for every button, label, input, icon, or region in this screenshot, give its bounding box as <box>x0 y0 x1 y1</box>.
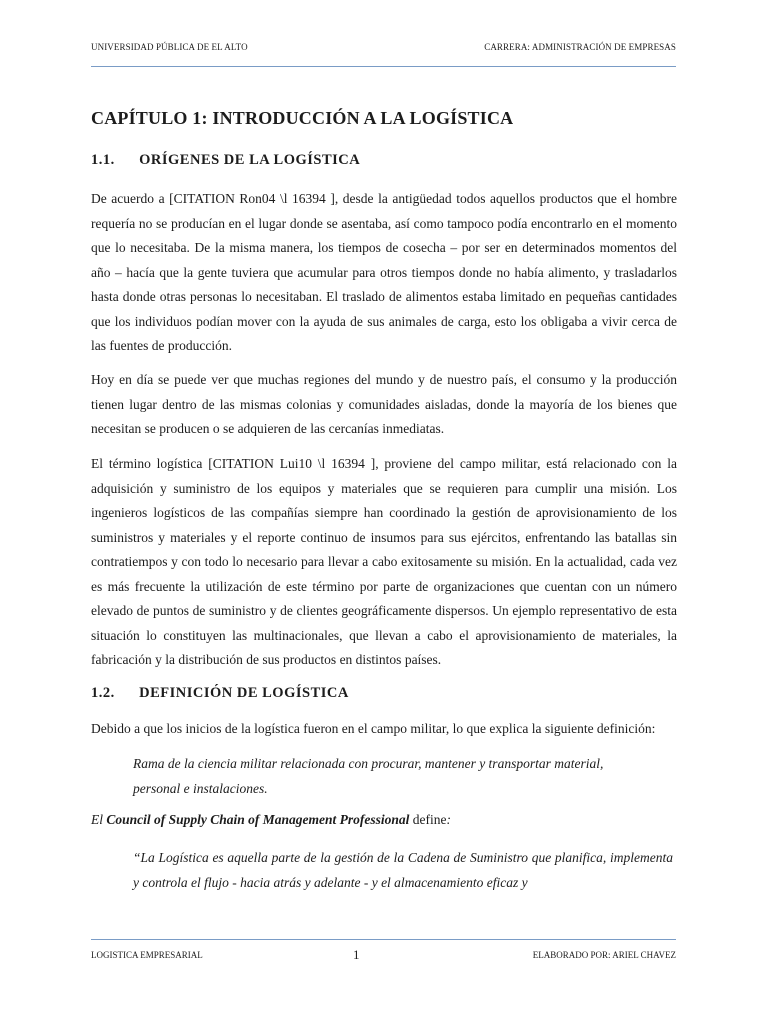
section-title: DEFINICIÓN DE LOGÍSTICA <box>139 685 349 701</box>
section-heading-origins <box>91 152 360 169</box>
section-number: 1.2. <box>91 685 115 701</box>
section-title: ORÍGENES DE LA LOGÍSTICA <box>139 152 361 168</box>
definition-prefix: El <box>91 812 107 827</box>
definition-verb: define <box>409 812 447 827</box>
council-definition-line <box>91 812 451 828</box>
header-university: UNIVERSIDAD PÚBLICA DE EL ALTO <box>91 42 248 52</box>
chapter-title: CAPÍTULO 1: INTRODUCCIÓN A LA LOGÍSTICA <box>91 108 514 128</box>
page-header <box>91 42 676 56</box>
military-definition-quote: Rama de la ciencia militar relacionada con procurar, mantener y transportar material, personal e instalaciones. <box>133 756 604 796</box>
footer-author: ELABORADO POR: ARIEL CHAVEZ <box>532 950 676 960</box>
page-number: 1 <box>353 947 360 962</box>
paragraph-definition-intro: Debido a que los inicios de la logística fueron en el campo militar, lo que explica la siguiente definición: <box>91 721 656 736</box>
header-rule <box>91 66 676 67</box>
footer-course: LOGISTICA EMPRESARIAL <box>91 950 203 960</box>
paragraph-today: Hoy en día se puede ver que muchas regiones del mundo y de nuestro país, el consumo y la producción tienen lugar dentro de las mismas colonias y comunidades aisladas, donde la mayoría de los bienes que necesitan se producen o se adquieren de las cercanías inmediatas. <box>91 372 677 436</box>
paragraph-antiquity: De acuerdo a [CITATION Ron04 \l 16394 ], desde la antigüedad todos aquellos productos que el hombre requería no se producían en el lugar donde se asentaba, así como tampoco podía encontrarlo en el momento que lo necesitaba. De la misma manera, los tiempos de cosecha – por ser en determinados momentos del año – hacía que la gente tuviera que acumular para otros tiempos donde no había alimento, y trasladarlos hasta donde otras personas lo necesitaban. El traslado de alimentos estaba limitado en pequeñas cantidades que los individuos podían mover con la ayuda de sus animales de carga, esto los obligaba a vivir cerca de las fuentes de producción. <box>91 191 677 353</box>
section-number: 1.1. <box>91 152 115 168</box>
page-footer <box>91 947 676 963</box>
footer-rule <box>91 939 676 940</box>
organization-name: Council of Supply Chain of Management Professional <box>106 812 410 827</box>
paragraph-military-term: El término logística [CITATION Lui10 \l 16394 ], proviene del campo militar, está relacionado con la adquisición y suministro de los equipos y materiales que se requieren para cumplir una misión. Los ingenieros logísticos de las compañías siempre han coordinado la gestión de aprovisionamiento de los suministros y materiales y el reporte continuo de insumos para sus ejércitos, enfrentando las batallas sin contratiempos y con todo lo necesario para llevar a cabo exitosamente su misión. En la actualidad, cada vez es más frecuente la utilización de este término por parte de organizaciones que cuentan con un número elevado de puntos de suministro y de clientes geográficamente dispersos. Un ejemplo representativo de esta situación lo constituyen las multinacionales, que llevan a cabo el aprovisionamiento de materiales, la fabricación y la distribución de sus productos en distintos países. <box>91 456 677 667</box>
definition-suffix: : <box>446 812 452 827</box>
header-career: CARRERA: ADMINISTRACIÓN DE EMPRESAS <box>484 42 676 52</box>
section-heading-definition <box>91 685 349 702</box>
council-definition-quote: “La Logística es aquella parte de la gestión de la Cadena de Suministro que planifica, implementa y controla el flujo - hacia atrás y adelante - y el almacenamiento eficaz y <box>133 850 673 890</box>
